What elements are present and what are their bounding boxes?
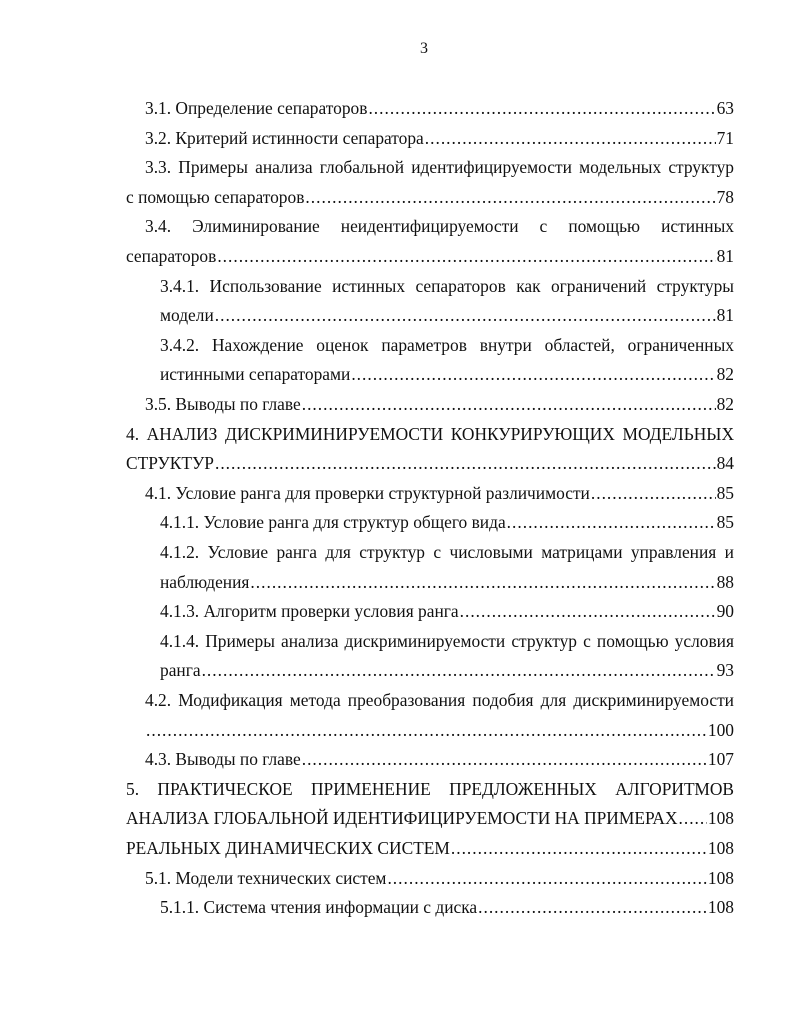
- toc-entry[interactable]: [145, 745, 734, 773]
- toc-entry[interactable]: [145, 390, 734, 418]
- toc-entry[interactable]: [145, 864, 734, 892]
- toc-entry-title: 4.1.1. Условие ранга для структур общего вида: [160, 512, 506, 533]
- toc-page-number: 82: [716, 394, 734, 414]
- dot-leader: [215, 449, 716, 477]
- toc-entry-title: 3.2. Критерий истинности сепаратора: [145, 127, 424, 148]
- dot-leader: [215, 301, 716, 329]
- toc-entry[interactable]: [145, 716, 734, 744]
- toc-page-number: 108: [707, 897, 734, 918]
- toc-entry-title: СТРУКТУР: [126, 453, 214, 474]
- toc-page-number: 84: [716, 453, 734, 474]
- toc-page-number: 108: [707, 838, 734, 858]
- dot-leader: [305, 183, 715, 211]
- toc-entry[interactable]: [145, 124, 734, 152]
- page-number: 3: [420, 40, 428, 57]
- toc-entry-title: ранга: [160, 660, 201, 681]
- toc-page-number: 78: [716, 186, 734, 207]
- dot-leader: [451, 834, 707, 862]
- toc-entry-title: 4.1. Условие ранга для проверки структурной различимости: [145, 482, 590, 503]
- toc-page-number: 81: [716, 246, 734, 266]
- toc-page-number: 108: [707, 867, 734, 888]
- toc-entry-title: 5.1. Модели технических систем: [145, 867, 387, 888]
- toc-page-number: 93: [716, 660, 734, 681]
- dot-leader: [507, 508, 716, 536]
- toc-entry-title: 4.3. Выводы по главе: [145, 749, 301, 770]
- dot-leader: [302, 390, 716, 418]
- dot-leader: [302, 745, 707, 773]
- toc-entry[interactable]: [126, 242, 734, 270]
- toc-entry-title: 3.5. Выводы по главе: [145, 394, 301, 414]
- toc-entry[interactable]: [126, 449, 734, 477]
- toc-entry[interactable]: [126, 834, 734, 862]
- toc-entry[interactable]: [160, 893, 734, 921]
- dot-leader: [351, 360, 715, 388]
- toc-page-number: 108: [707, 808, 734, 829]
- toc-page-number: 63: [716, 98, 734, 118]
- toc-entry-title: 3.1. Определение сепараторов: [145, 98, 368, 118]
- toc-entry[interactable]: [160, 656, 734, 684]
- toc-entry[interactable]: [145, 479, 734, 507]
- dot-leader: [591, 479, 716, 507]
- dot-leader: [425, 124, 716, 152]
- toc-page-number: 107: [707, 749, 734, 770]
- toc-entry[interactable]: [160, 568, 734, 596]
- toc-entry-title: с помощью сепараторов: [126, 186, 305, 207]
- toc-entry-title: наблюдения: [160, 571, 250, 592]
- dot-leader: [202, 656, 716, 684]
- toc-page-number: 81: [716, 305, 734, 326]
- toc-entry-title: 5.1.1. Система чтения информации с диска: [160, 897, 478, 918]
- toc-entry-title: РЕАЛЬНЫХ ДИНАМИЧЕСКИХ СИСТЕМ: [126, 838, 450, 858]
- toc-entry[interactable]: [145, 94, 734, 122]
- toc-entry-text: 3.4.2. Нахождение оценок параметров внутри областей, ограниченных: [160, 334, 734, 355]
- toc-entry-title: 4.1.3. Алгоритм проверки условия ранга: [160, 601, 459, 622]
- dot-leader: [146, 716, 707, 744]
- toc-entry-title: истинными сепараторами: [160, 364, 351, 385]
- dot-leader: [679, 804, 707, 832]
- dot-leader: [250, 568, 715, 596]
- toc-entry[interactable]: [126, 804, 734, 832]
- dot-leader: [217, 242, 715, 270]
- toc-entry-text: 4. АНАЛИЗ ДИСКРИМИНИРУЕМОСТИ КОНКУРИРУЮЩИХ МОДЕЛЬНЫХ: [126, 423, 734, 444]
- toc-entry-text: 4.1.4. Примеры анализа дискриминируемости структур с помощью условия: [160, 630, 734, 651]
- toc-page-number: 82: [716, 364, 734, 385]
- toc-entry-text: 3.4. Элиминирование неидентифицируемости с помощью истинных: [145, 216, 734, 237]
- toc-page-number: 90: [716, 601, 734, 622]
- toc-entry[interactable]: [126, 183, 734, 211]
- toc-page-number: 85: [716, 482, 734, 503]
- toc-entry-text: 5. ПРАКТИЧЕСКОЕ ПРИМЕНЕНИЕ ПРЕДЛОЖЕННЫХ АЛГОРИТМОВ: [126, 778, 734, 799]
- toc-entry[interactable]: [160, 508, 734, 536]
- toc-entry-title: модели: [160, 305, 214, 326]
- dot-leader: [478, 893, 707, 921]
- toc-entry-text: 4.2. Модификация метода преобразования подобия для дискриминируемости: [145, 690, 734, 710]
- dot-leader: [368, 94, 715, 122]
- toc-entry[interactable]: [160, 301, 734, 329]
- toc-entry-text: 3.4.1. Использование истинных сепараторов как ограничений структуры: [160, 275, 734, 296]
- toc-page-number: 71: [716, 127, 734, 148]
- toc-page-number: 88: [716, 571, 734, 592]
- toc-entry-title: сепараторов: [126, 246, 217, 266]
- dot-leader: [460, 597, 716, 625]
- toc-entry[interactable]: [160, 597, 734, 625]
- toc-page-number: 100: [707, 719, 734, 740]
- toc-page-number: 85: [716, 512, 734, 533]
- toc-entry[interactable]: [160, 360, 734, 388]
- toc-entry-title: АНАЛИЗА ГЛОБАЛЬНОЙ ИДЕНТИФИЦИРУЕМОСТИ НА ПРИМЕРАХ: [126, 808, 678, 829]
- toc-entry-text: 4.1.2. Условие ранга для структур с числовыми матрицами управления и: [160, 542, 734, 562]
- toc-entry-text: 3.3. Примеры анализа глобальной идентифицируемости модельных структур: [145, 157, 734, 178]
- dot-leader: [387, 864, 706, 892]
